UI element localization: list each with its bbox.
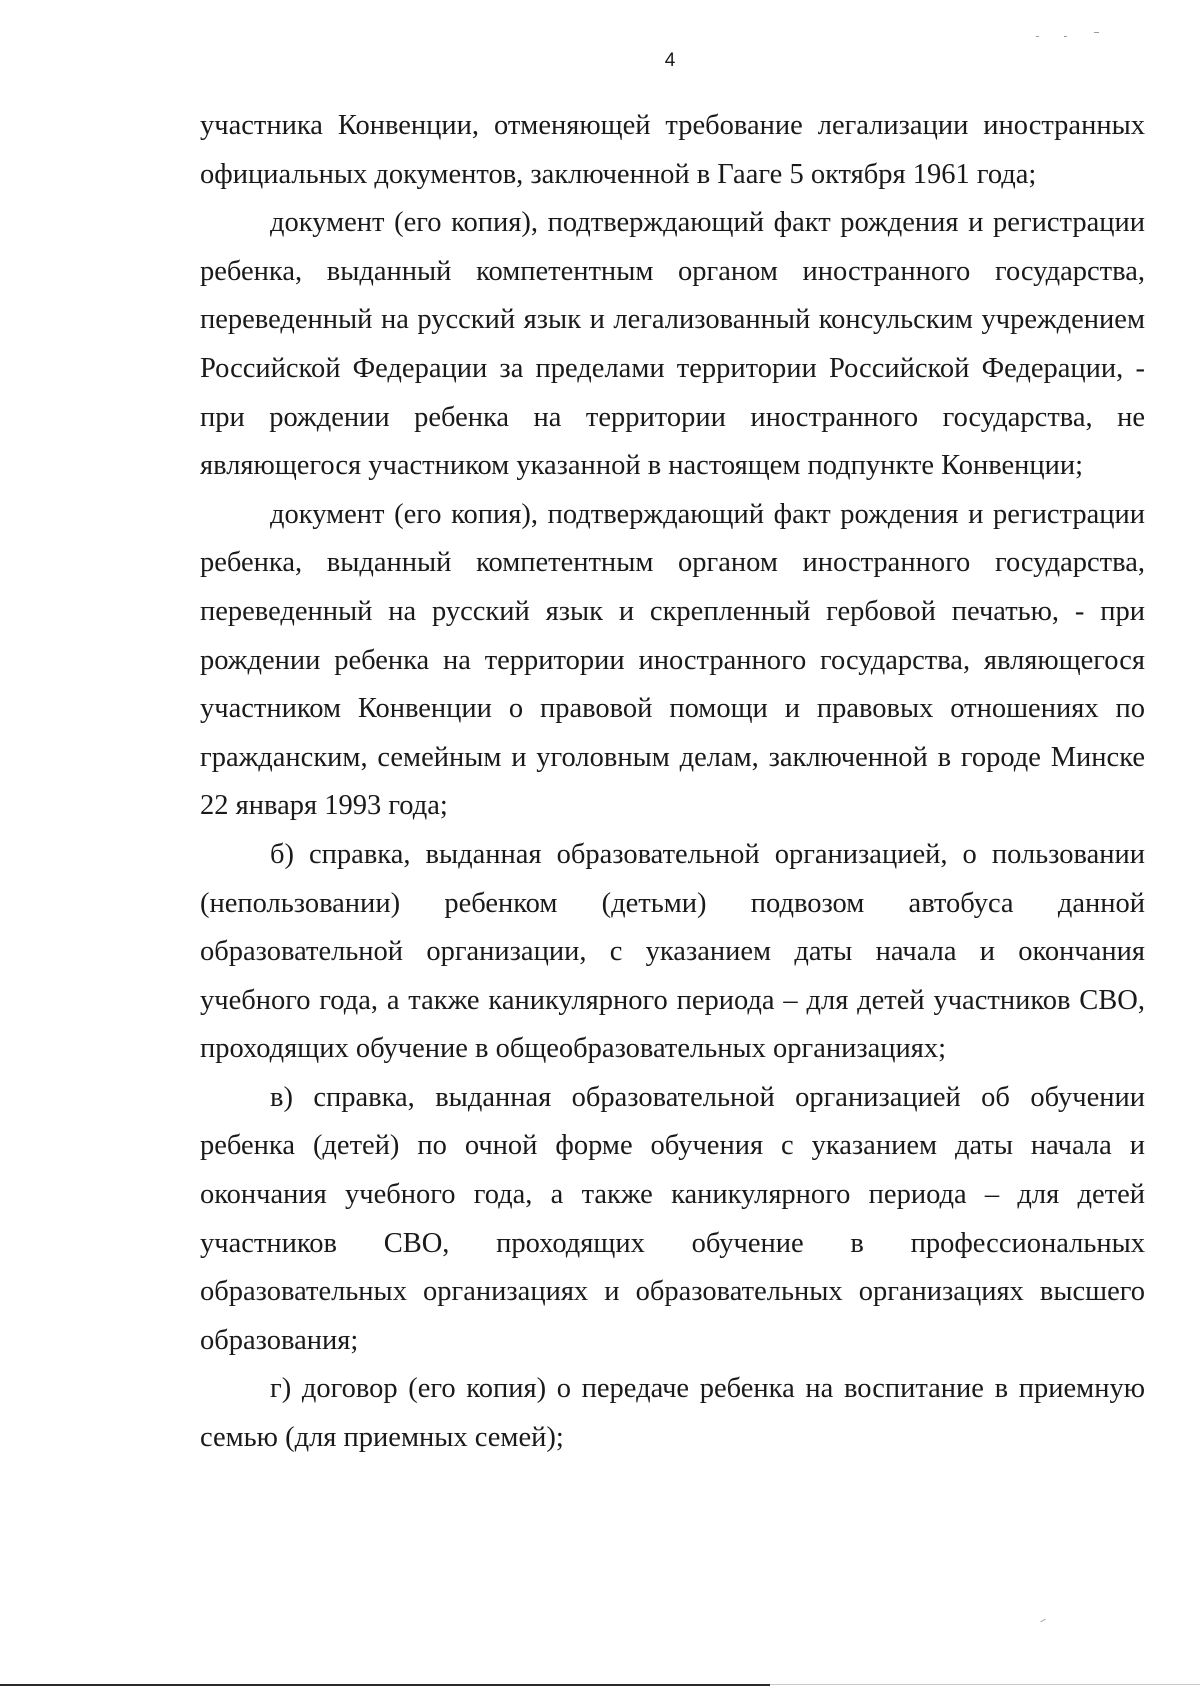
page-number: 4 <box>664 50 676 71</box>
paragraph-4: б) справка, выданная образовательной организацией, о пользовании (непользовании) ребенком (детьми) подвозом автобуса данной образовательной организации, с указанием даты начала и окончания учебного года, а также каникулярного периода – для детей участников СВО, проходящих обучение в общеобразовательных организациях; <box>200 838 1145 1065</box>
paragraph-1: участника Конвенции, отменяющей требование легализации иностранных официальных документов, заключенной в Гааге 5 октября 1961 года; <box>200 110 1145 190</box>
paragraph-2: документ (его копия), подтверждающий факт рождения и регистрации ребенка, выданный компетентным органом иностранного государства, переведенный на русский язык и легализованный консульским учреждением Российской Федерации за пределами территории Российской Федерации, - при рождении ребенка на территории иностранного государства, не являющегося участником указанной в настоящем подпункте Конвенции; <box>200 207 1145 482</box>
paragraph-5: в) справка, выданная образовательной организацией об обучении ребенка (детей) по очной форме обучения с указанием даты начала и окончания учебного года, а также каникулярного периода – для детей участников СВО, проходящих обучение в профессиональных образовательных организациях и образовательных организациях высшего образования; <box>200 1081 1145 1356</box>
scan-artifact-bottom <box>1040 1619 1046 1623</box>
paragraph-6: г) договор (его копия) о передаче ребенка на воспитание в приемную семью (для приемных семей); <box>200 1373 1145 1454</box>
paragraph-3: документ (его копия), подтверждающий факт рождения и регистрации ребенка, выданный компетентным органом иностранного государства, переведенный на русский язык и скрепленный гербовой печатью, - при рождении ребенка на территории иностранного государства, являющегося участником Конвенции о правовой помощи и правовых отношениях по гражданским, семейным и уголовным делам, заключенной в городе Минске 22 января 1993 года; <box>200 498 1145 822</box>
scan-artifact-top <box>1036 36 1100 40</box>
bottom-scan-edge-faint <box>770 1684 1200 1685</box>
document-body <box>200 102 1145 1463</box>
bottom-scan-edge <box>0 1684 770 1686</box>
